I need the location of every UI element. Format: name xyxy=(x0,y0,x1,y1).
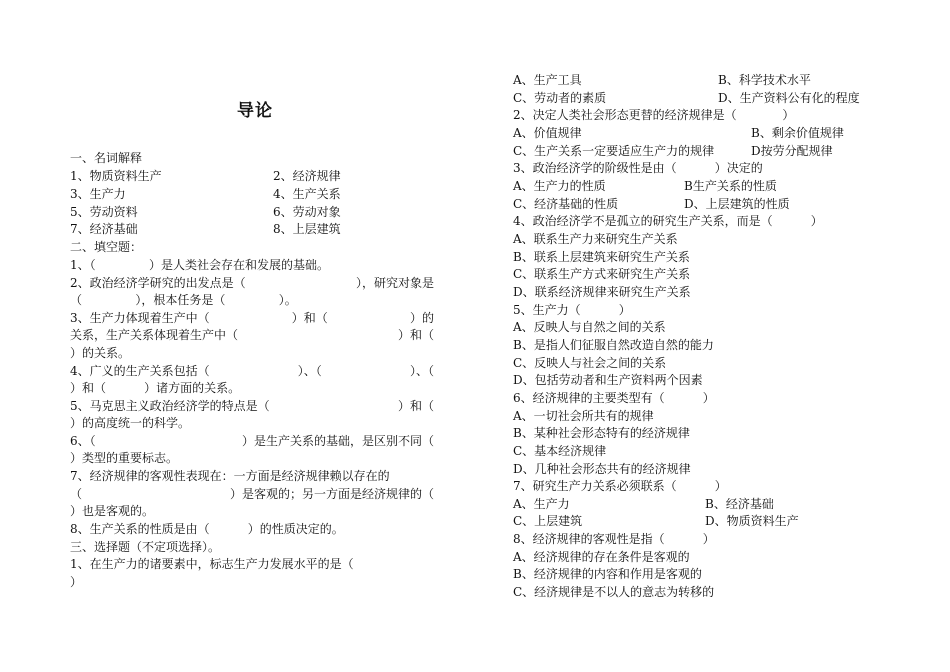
text-run: ）、（ xyxy=(297,364,322,378)
option: A、价值规律 xyxy=(513,126,582,140)
text-run: ）是生产关系的基础，是区别不同（ xyxy=(241,434,434,448)
text-run: ）和（ xyxy=(397,328,434,342)
fill-question xyxy=(70,275,434,292)
term-item: 2、经济规律 xyxy=(273,169,341,183)
fill-question xyxy=(70,310,434,327)
choice-question: 6、经济规律的主要类型有（ ） xyxy=(513,391,715,405)
option-row xyxy=(513,72,913,89)
option: C、经济基础的性质 xyxy=(513,197,619,211)
option: B、联系上层建筑来研究生产关系 xyxy=(513,250,690,264)
fill-question xyxy=(70,363,434,380)
term-item: 7、经济基础 xyxy=(70,222,138,236)
text-run: ）是客观的；另一方面是经济规律的（ xyxy=(229,487,434,501)
option: B、经济规律的内容和作用是客观的 xyxy=(513,567,702,581)
text-run: 2、政治经济学研究的出发点是（ xyxy=(70,276,246,290)
option: A、生产力的性质 xyxy=(513,179,606,193)
fill-question: 7、经济规律的客观性表现在：一方面是经济规律赖以存在的 xyxy=(70,469,390,483)
option: D、包括劳动者和生产资料两个因素 xyxy=(513,373,703,387)
option: B、是指人们征服自然改造自然的能力 xyxy=(513,338,714,352)
choice-question: 7、研究生产力关系必须联系（ ） xyxy=(513,479,727,493)
text-run: （ xyxy=(70,487,83,501)
term-row xyxy=(70,168,434,185)
option: A、生产工具 xyxy=(513,73,582,87)
option: A、生产力 xyxy=(513,497,570,511)
option: C、生产关系一定要适应生产力的规律 xyxy=(513,144,715,158)
option: C、经济规律是不以人的意志为转移的 xyxy=(513,585,715,599)
term-row xyxy=(70,204,434,221)
term-item: 3、生产力 xyxy=(70,187,126,201)
option: D、物质资料生产 xyxy=(705,514,799,528)
fill-question-cont xyxy=(70,327,434,344)
text-run: ），研究对象是 xyxy=(355,276,434,290)
fill-question-cont: ）类型的重要标志。 xyxy=(70,451,179,465)
option: B、剩余价值规律 xyxy=(751,126,844,140)
option-row xyxy=(513,125,913,142)
choice-question: 8、经济规律的客观性是指（ ） xyxy=(513,532,715,546)
option: C、劳动者的素质 xyxy=(513,91,607,105)
section-heading: 一、名词解释 xyxy=(70,151,143,165)
fill-question-cont: ）也是客观的。 xyxy=(70,504,155,518)
option: C、基本经济规律 xyxy=(513,444,607,458)
option: D、生产资料公有化的程度 xyxy=(718,91,860,105)
choice-question: 5、生产力（ ） xyxy=(513,303,631,317)
term-row xyxy=(70,186,434,203)
option: D、联系经济规律来研究生产关系 xyxy=(513,285,691,299)
term-item: 8、上层建筑 xyxy=(273,222,341,236)
text-run: 5、马克思主义政治经济学的特点是（ xyxy=(70,399,270,413)
option-row xyxy=(513,178,913,195)
option: D、几种社会形态共有的经济规律 xyxy=(513,462,691,476)
option: A、联系生产力来研究生产关系 xyxy=(513,232,678,246)
option: C、联系生产方式来研究生产关系 xyxy=(513,267,691,281)
option: C、反映人与社会之间的关系 xyxy=(513,356,667,370)
option: A、反映人与自然之间的关系 xyxy=(513,320,666,334)
term-item: 6、劳动对象 xyxy=(273,205,341,219)
fill-question-cont: ）和（ ）诸方面的关系。 xyxy=(70,381,241,395)
fill-question: 8、生产关系的性质是由（ ）的性质决定的。 xyxy=(70,522,344,536)
option: B、科学技术水平 xyxy=(718,73,811,87)
text-run: ）的 xyxy=(409,311,434,325)
option: B、某种社会形态特有的经济规律 xyxy=(513,426,690,440)
section-heading: 二、填空题： xyxy=(70,240,143,254)
term-item: 4、生产关系 xyxy=(273,187,341,201)
fill-question xyxy=(70,433,434,450)
text-run: 1、在生产力的诸要素中，标志生产力发展水平的是（ xyxy=(70,557,354,571)
term-item: 5、劳动资料 xyxy=(70,205,138,219)
option: B、经济基础 xyxy=(705,497,774,511)
text-run: ）、（ xyxy=(409,364,434,378)
option-row xyxy=(513,496,913,513)
choice-question: 4、政治经济学不是孤立的研究生产关系，而是（ ） xyxy=(513,214,823,228)
option-row xyxy=(513,513,913,530)
option-row xyxy=(513,143,913,160)
section-heading: 三、选择题（不定项选择）。 xyxy=(70,540,221,554)
choice-question: 3、政治经济学的阶级性是由（ ）决定的 xyxy=(513,161,763,175)
option: B生产关系的性质 xyxy=(684,179,777,193)
option: D、上层建筑的性质 xyxy=(684,197,790,211)
page-title: 导论 xyxy=(237,101,273,121)
text-run: ）和（ xyxy=(397,399,434,413)
choice-question xyxy=(70,556,434,573)
option: D按劳分配规律 xyxy=(751,144,833,158)
fill-question: 1、（ ）是人类社会存在和发展的基础。 xyxy=(70,258,330,272)
option-row xyxy=(513,196,913,213)
text-run: 关系，生产关系体现着生产中（ xyxy=(70,328,239,342)
option: A、经济规律的存在条件是客观的 xyxy=(513,550,690,564)
fill-question-cont: ）的高度统一的科学。 xyxy=(70,416,191,430)
text-run: 4、广义的生产关系包括（ xyxy=(70,364,210,378)
fill-question xyxy=(70,398,434,415)
text-run: ）和（ xyxy=(291,311,328,325)
term-row xyxy=(70,221,434,238)
choice-question: 2、决定人类社会形态更替的经济规律是（ ） xyxy=(513,108,795,122)
option-row xyxy=(513,90,913,107)
option: C、上层建筑 xyxy=(513,514,583,528)
option: A、一切社会所共有的规律 xyxy=(513,409,654,423)
fill-question-cont: （ ），根本任务是（ ）。 xyxy=(70,293,297,307)
choice-question-cont: ） xyxy=(70,575,83,589)
fill-question-cont xyxy=(70,486,434,503)
term-item: 1、物质资料生产 xyxy=(70,169,162,183)
text-run: 6、（ xyxy=(70,434,96,448)
fill-question-cont: ）的关系。 xyxy=(70,346,131,360)
text-run: 3、生产力体现着生产中（ xyxy=(70,311,210,325)
